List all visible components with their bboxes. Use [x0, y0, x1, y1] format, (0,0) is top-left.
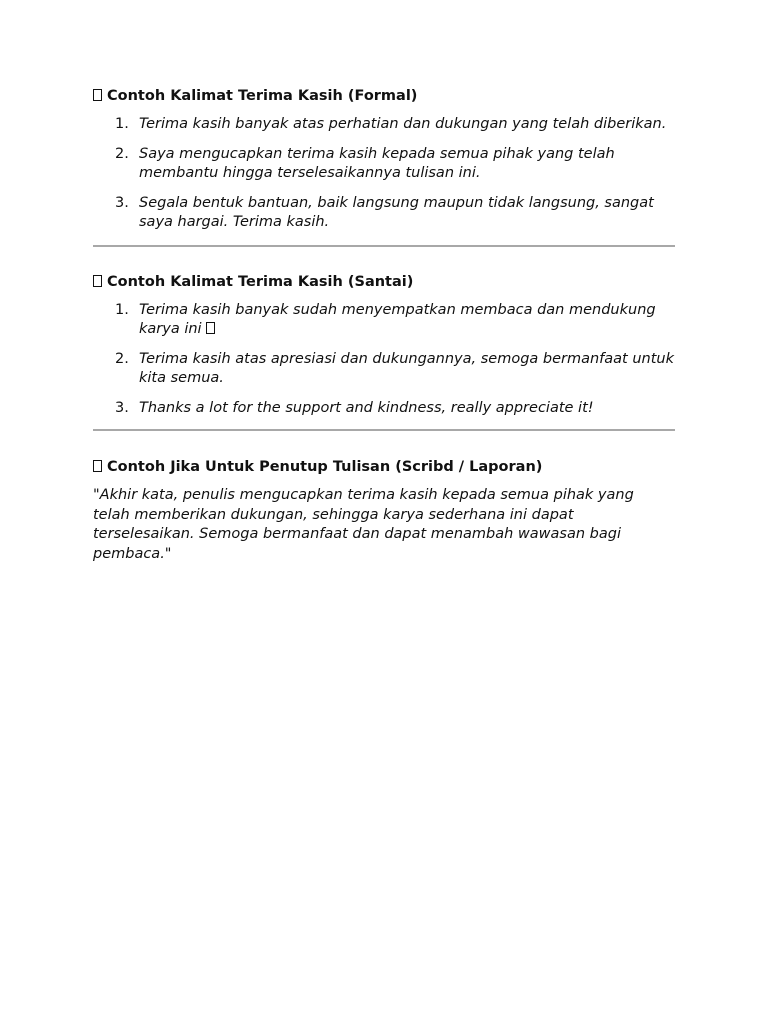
list-item-text: Thanks a lot for the support and kindness, really appreciate it!	[139, 399, 594, 416]
santai-list	[93, 301, 675, 419]
list-item-number: 2.	[115, 350, 129, 367]
section-heading-penutup-text: Contoh Jika Untuk Penutup Tulisan (Scribd / Laporan)	[107, 459, 543, 475]
list-item-number: 2.	[115, 145, 129, 162]
list-item-text: Terima kasih banyak atas perhatian dan dukungan yang telah diberikan.	[139, 116, 667, 132]
list-item	[93, 399, 675, 419]
list-item-number: 1.	[115, 301, 129, 318]
list-item	[93, 194, 675, 233]
section-santai	[93, 272, 675, 419]
list-item-number: 3.	[115, 194, 129, 211]
closing-quote: "Akhir kata, penulis mengucapkan terima kasih kepada semua pihak yang telah memberikan dukungan, sehingga karya sederhana ini dapat terselesaikan. Semoga bermanfaat dan dapat menambah wawasan bagi pembaca."	[93, 487, 634, 562]
list-item	[93, 350, 675, 389]
formal-list	[93, 115, 675, 233]
section-heading-santai-text: Contoh Kalimat Terima Kasih (Santai)	[107, 273, 414, 290]
list-item-text: Terima kasih atas apresiasi dan dukungannya, semoga bermanfaat untuk kita semua.	[139, 350, 675, 386]
section-divider	[93, 429, 675, 431]
list-item-text: Terima kasih banyak sudah menyempatkan membaca dan mendukung karya ini	[139, 301, 656, 337]
missing-glyph-icon	[93, 89, 102, 101]
section-heading-formal-text: Contoh Kalimat Terima Kasih (Formal)	[107, 88, 418, 104]
section-heading-penutup	[93, 457, 675, 477]
section-divider	[93, 245, 675, 247]
list-item	[93, 301, 675, 340]
section-heading-santai	[93, 272, 675, 292]
list-item	[93, 115, 675, 135]
section-penutup	[93, 457, 675, 564]
list-item-number: 3.	[115, 399, 129, 416]
document-page	[93, 86, 675, 564]
list-item-number: 1.	[115, 116, 129, 132]
list-item	[93, 145, 675, 184]
missing-glyph-icon	[93, 275, 102, 287]
section-formal	[93, 86, 675, 233]
missing-glyph-icon	[93, 460, 102, 472]
missing-glyph-icon	[206, 322, 215, 334]
section-heading-formal	[93, 86, 675, 106]
list-item-text: Segala bentuk bantuan, baik langsung maupun tidak langsung, sangat saya hargai. Terima kasih.	[139, 194, 654, 230]
list-item-text: Saya mengucapkan terima kasih kepada semua pihak yang telah membantu hingga terselesaikannya tulisan ini.	[139, 145, 615, 181]
